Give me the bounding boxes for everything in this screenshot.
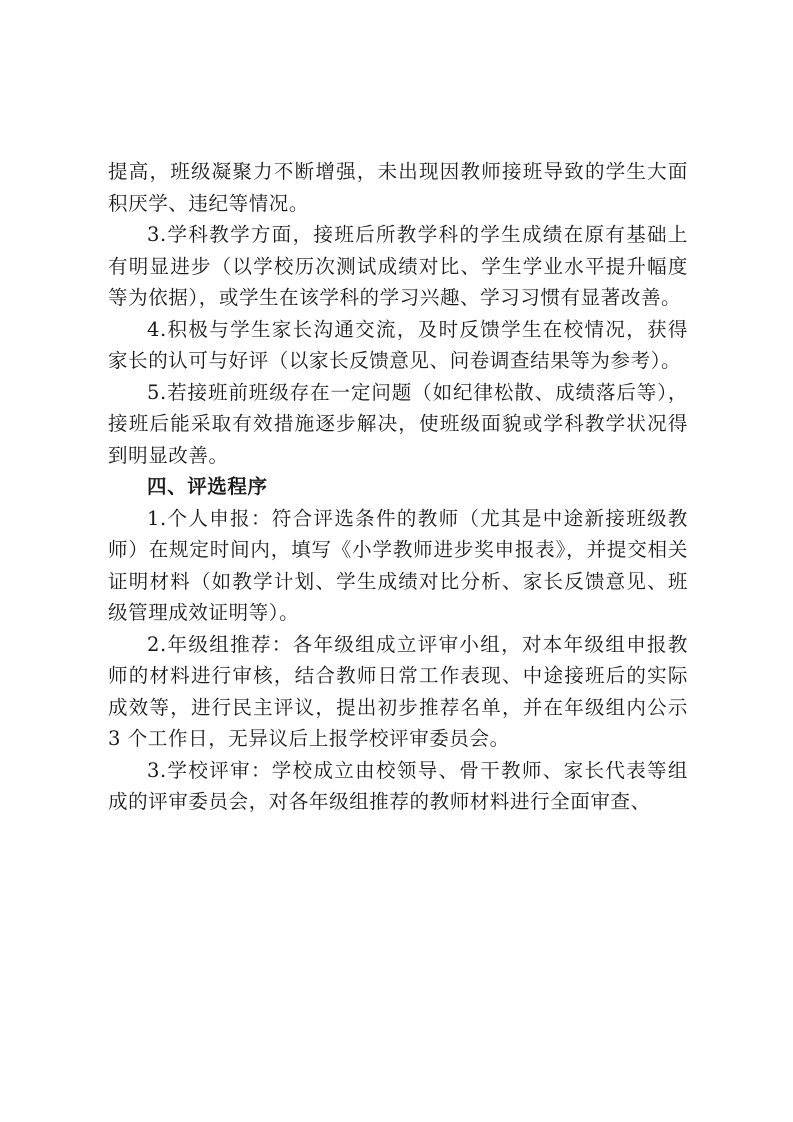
paragraph-step-2: 2.年级组推荐：各年级组成立评审小组，对本年级组申报教师的材料进行审核，结合教师日常工作表现、中途接班后的实际成效等，进行民主评议，提出初步推荐名单，并在年级组内公示 3 个工作日，无异议后上报学校评审委员会。 — [108, 632, 688, 750]
paragraph-step-3: 3.学校评审：学校成立由校领导、骨干教师、家长代表等组成的评审委员会，对各年级组推荐的教师材料进行全面审查、 — [108, 758, 688, 813]
section-heading: 四、评选程序 — [147, 475, 268, 498]
document-body — [108, 156, 688, 818]
paragraph-step-1: 1.个人申报：符合评选条件的教师（尤其是中途新接班级教师）在规定时间内，填写《小学教师进步奖申报表》，并提交相关证明材料（如教学计划、学生成绩对比分析、家长反馈意见、班级管理成效证明等）。 — [108, 506, 688, 624]
paragraph-item-5: 5.若接班前班级存在一定问题（如纪律松散、成绩落后等），接班后能采取有效措施逐步解决，使班级面貌或学科教学状况得到明显改善。 — [108, 380, 688, 467]
paragraph-item-3: 3.学科教学方面，接班后所教学科的学生成绩在原有基础上有明显进步（以学校历次测试成绩对比、学生学业水平提升幅度等为依据），或学生在该学科的学习兴趣、学习习惯有显著改善。 — [108, 223, 688, 309]
paragraph-continuation: 提高，班级凝聚力不断增强，未出现因教师接班导致的学生大面积厌学、违纪等情况。 — [108, 160, 688, 215]
paragraph-item-4: 4.积极与学生家长沟通交流，及时反馈学生在校情况，获得家长的认可与好评（以家长反馈意见、问卷调查结果等为参考）。 — [108, 317, 688, 372]
